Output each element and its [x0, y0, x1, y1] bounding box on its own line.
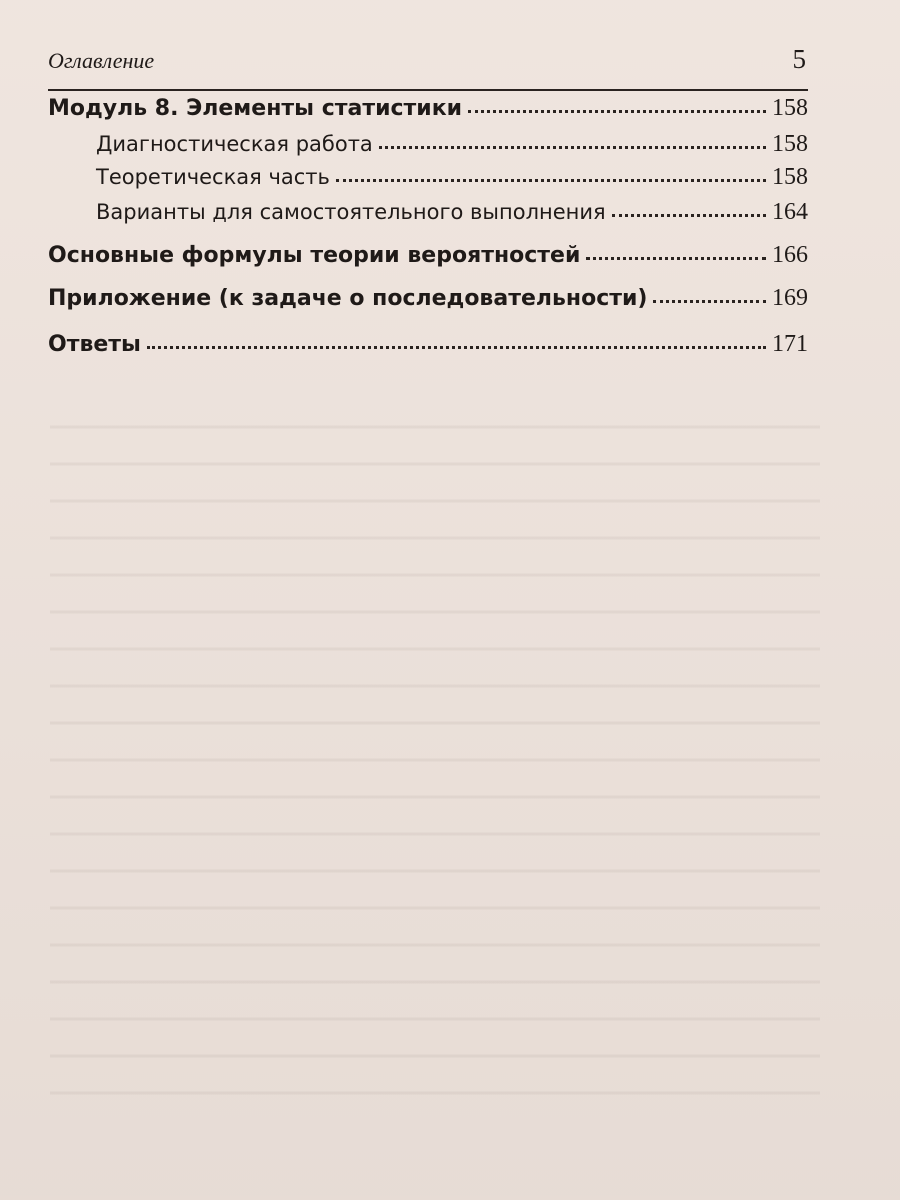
running-header-title: Оглавление	[48, 48, 155, 73]
toc-entry-label: Модуль 8. Элементы статистики	[48, 96, 463, 121]
toc-entry-label: Диагностическая работа	[96, 132, 373, 156]
toc-leader-dots	[379, 146, 766, 149]
toc-entry-label: Приложение (к задаче о последовательности)	[48, 286, 648, 311]
running-header	[48, 44, 808, 91]
toc-entry-page: 158	[772, 164, 808, 190]
toc-leader-dots	[586, 257, 766, 260]
toc-leader-dots	[612, 214, 766, 217]
toc-leader-dots	[468, 110, 766, 113]
toc-entry-label: Ответы	[48, 332, 141, 357]
toc-leader-dots	[147, 346, 766, 349]
toc-leader-dots	[653, 300, 766, 303]
toc-entry-self-study-variants	[96, 199, 808, 226]
toc-entry-theory-part	[96, 164, 808, 191]
toc-entry-page: 171	[772, 331, 808, 357]
toc-entry-page: 166	[772, 242, 808, 268]
toc-leader-dots	[336, 179, 766, 182]
toc-entry-label: Теоретическая часть	[96, 165, 330, 189]
toc-entry-page: 158	[772, 131, 808, 157]
toc-entry-probability-formulas	[48, 242, 808, 269]
toc-entry-module-8	[48, 95, 808, 122]
toc-entry-appendix	[48, 285, 808, 312]
toc-entry-label: Варианты для самостоятельного выполнения	[96, 200, 606, 224]
toc-entry-page: 164	[772, 199, 808, 225]
page-number: 5	[792, 44, 806, 74]
toc-entry-page: 158	[772, 95, 808, 121]
toc-entry-diagnostic-work	[96, 131, 808, 158]
toc-entry-answers	[48, 331, 808, 358]
bleed-through-texture	[50, 400, 820, 1120]
toc-entry-page: 169	[772, 285, 808, 311]
toc-entry-label: Основные формулы теории вероятностей	[48, 243, 581, 268]
